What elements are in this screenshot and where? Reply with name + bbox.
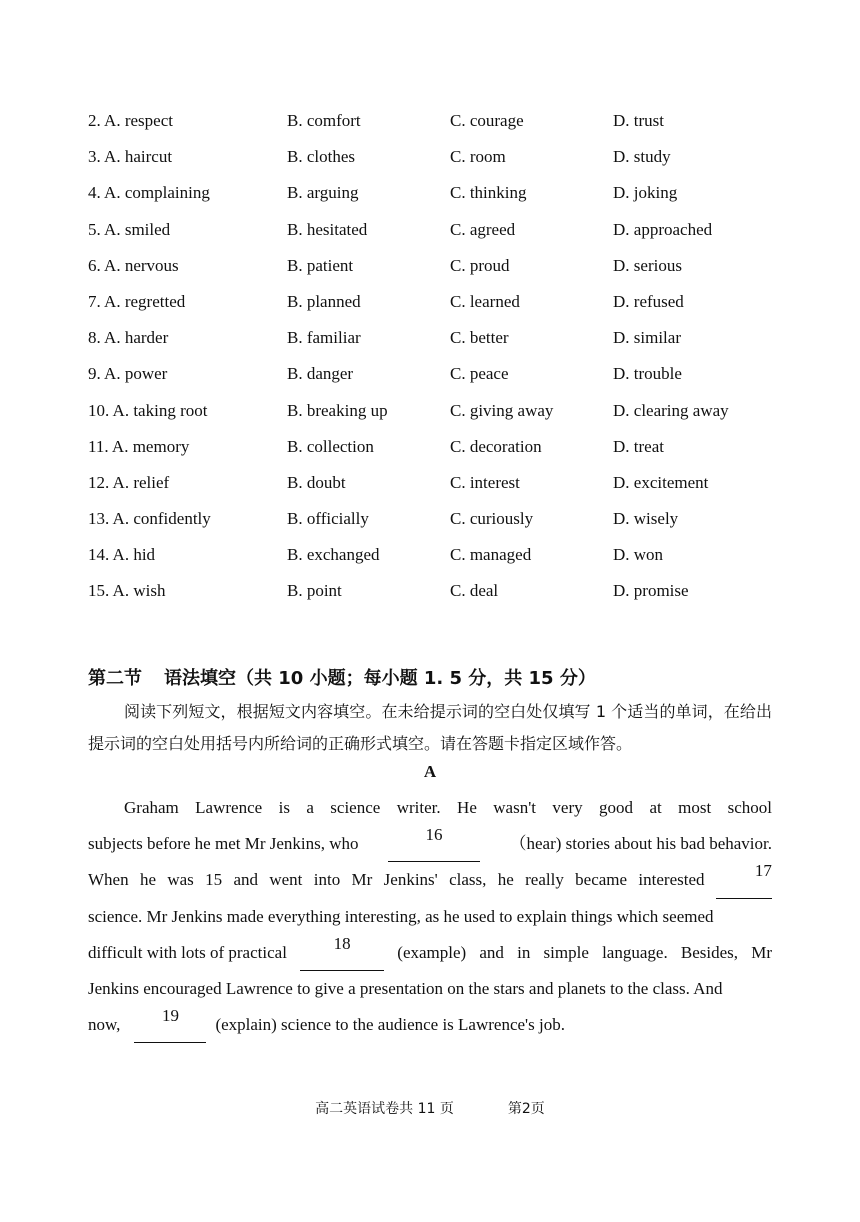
passage-word: Graham bbox=[124, 798, 179, 817]
option-c: C. deal bbox=[450, 581, 499, 601]
option-d: D. treat bbox=[613, 436, 664, 456]
option-row bbox=[88, 110, 788, 146]
option-b: B. comfort bbox=[287, 111, 361, 130]
passage-word: wasn't bbox=[493, 798, 537, 817]
options-table bbox=[88, 110, 788, 617]
option-d: D. serious bbox=[613, 255, 682, 275]
passage-line-2 bbox=[88, 826, 772, 862]
option-row bbox=[88, 327, 788, 363]
passage-word: really bbox=[525, 870, 564, 890]
option-d: D. approached bbox=[613, 219, 713, 239]
option-row bbox=[88, 400, 788, 436]
passage-word: became bbox=[575, 870, 628, 890]
option-b: B. point bbox=[287, 581, 342, 601]
option-c: C. room bbox=[450, 147, 506, 167]
passage-word: at bbox=[649, 798, 662, 817]
passage-word: simple bbox=[543, 942, 589, 962]
option-d: D. won bbox=[613, 545, 664, 565]
option-a: 3. A. haircut bbox=[88, 147, 173, 167]
option-b: B. patient bbox=[287, 255, 354, 275]
option-c: C. agreed bbox=[450, 219, 516, 239]
option-b: B. familiar bbox=[287, 328, 361, 348]
section-title-number: 第二节 bbox=[88, 668, 142, 689]
passage-label: A bbox=[423, 762, 437, 781]
passage-word: Mr bbox=[351, 870, 373, 890]
option-a: 14. A. hid bbox=[88, 545, 156, 565]
option-b: B. planned bbox=[287, 291, 361, 311]
passage-word: and bbox=[233, 870, 259, 890]
passage-word: Mr bbox=[751, 942, 772, 962]
option-a: 13. A. confidently bbox=[88, 509, 211, 529]
passage-text-segment: science. Mr Jenkins made everything interesting, as he used to explain things which seemed bbox=[88, 906, 714, 926]
option-d: D. joking bbox=[613, 183, 678, 203]
passage-word: 15 bbox=[205, 870, 223, 890]
option-row bbox=[88, 291, 788, 327]
passage-word: interested bbox=[638, 870, 705, 890]
option-a: 9. A. power bbox=[88, 364, 168, 384]
passage-word: is bbox=[278, 798, 290, 817]
option-c: C. better bbox=[450, 328, 509, 348]
passage-word: was bbox=[167, 870, 194, 890]
passage-word: science bbox=[330, 798, 381, 817]
option-c: C. peace bbox=[450, 364, 509, 384]
passage-text bbox=[88, 790, 772, 1043]
option-b: B. exchanged bbox=[287, 545, 380, 565]
section-title bbox=[88, 664, 596, 690]
passage-line-5 bbox=[88, 935, 772, 971]
option-a: 7. A. regretted bbox=[88, 291, 186, 311]
option-d: D. wisely bbox=[613, 509, 679, 529]
passage-line-4 bbox=[88, 899, 772, 935]
option-c: C. curiously bbox=[450, 509, 534, 529]
option-c: C. managed bbox=[450, 545, 532, 565]
blank-17: 17 bbox=[716, 862, 772, 898]
option-b: B. clothes bbox=[287, 147, 355, 167]
passage-word: class, bbox=[449, 870, 487, 890]
option-d: D. study bbox=[613, 147, 671, 167]
passage-word: writer. bbox=[396, 798, 441, 817]
passage-word: Jenkins' bbox=[383, 870, 438, 890]
option-d: D. excitement bbox=[613, 472, 709, 492]
option-a: 5. A. smiled bbox=[88, 219, 171, 239]
passage-word: in bbox=[517, 942, 531, 962]
passage-text-segment: difficult with lots of practical bbox=[88, 942, 287, 962]
passage-word: he bbox=[139, 870, 156, 890]
option-row bbox=[88, 182, 788, 218]
passage-text-segment: Jenkins encouraged Lawrence to give a presentation on the stars and planets to the class. And bbox=[88, 978, 723, 998]
option-b: B. collection bbox=[287, 436, 374, 456]
footer-page-number: 第2页 bbox=[507, 1101, 545, 1117]
option-c: C. thinking bbox=[450, 183, 527, 203]
option-row bbox=[88, 508, 788, 544]
section-instructions: 阅读下列短文，根据短文内容填空。在未给提示词的空白处仅填写 1 个适当的单词，在给出提示词的空白处用括号内所给词的正确形式填空。请在答题卡指定区域作答。 bbox=[88, 702, 772, 753]
blank-19: 19 bbox=[134, 1007, 206, 1043]
option-row bbox=[88, 363, 788, 399]
option-row bbox=[88, 544, 788, 580]
passage-word: and bbox=[479, 942, 504, 962]
option-a: 11. A. memory bbox=[88, 436, 190, 456]
passage-text-segment: （hear) stories about his bad behavior. bbox=[509, 834, 772, 854]
option-a: 6. A. nervous bbox=[88, 255, 179, 275]
passage-word: When bbox=[88, 870, 129, 890]
option-d: D. trust bbox=[613, 111, 664, 130]
option-a: 2. A. respect bbox=[88, 111, 173, 130]
option-d: D. refused bbox=[613, 291, 684, 311]
passage-line-7 bbox=[88, 1007, 772, 1043]
passage-line-6 bbox=[88, 971, 772, 1007]
passage-word: he bbox=[497, 870, 514, 890]
option-b: B. doubt bbox=[287, 472, 346, 492]
option-c: C. giving away bbox=[450, 400, 554, 420]
passage-word: went bbox=[269, 870, 303, 890]
option-c: C. proud bbox=[450, 255, 510, 275]
section-title-text: 语法填空（共 10 小题；每小题 1. 5 分，共 15 分） bbox=[164, 668, 596, 689]
passage-word: Besides, bbox=[680, 942, 739, 962]
option-b: B. officially bbox=[287, 509, 369, 529]
blank-16: 16 bbox=[388, 826, 480, 862]
option-c: C. learned bbox=[450, 291, 520, 311]
passage-text-segment: subjects before he met Mr Jenkins, who bbox=[88, 834, 359, 854]
option-c: C. decoration bbox=[450, 436, 542, 456]
passage-word: most bbox=[678, 798, 712, 817]
passage-word: into bbox=[313, 870, 341, 890]
passage-word: school bbox=[727, 798, 772, 817]
option-row bbox=[88, 436, 788, 472]
option-row bbox=[88, 146, 788, 182]
option-b: B. hesitated bbox=[287, 219, 368, 239]
passage-text-segment: now, bbox=[88, 1015, 121, 1035]
option-b: B. arguing bbox=[287, 183, 359, 203]
option-b: B. breaking up bbox=[287, 400, 388, 420]
blank-18: 18 bbox=[300, 935, 384, 971]
option-a: 10. A. taking root bbox=[88, 400, 208, 420]
option-a: 12. A. relief bbox=[88, 472, 170, 492]
option-b: B. danger bbox=[287, 364, 354, 384]
passage-word: good bbox=[599, 798, 634, 817]
passage-word: Lawrence bbox=[195, 798, 263, 817]
option-d: D. promise bbox=[613, 581, 689, 601]
option-a: 8. A. harder bbox=[88, 328, 169, 348]
option-a: 4. A. complaining bbox=[88, 183, 210, 203]
option-d: D. clearing away bbox=[613, 400, 729, 420]
passage-word: (example) bbox=[397, 942, 467, 962]
passage-word: language. bbox=[602, 942, 668, 962]
option-c: C. courage bbox=[450, 111, 524, 130]
page-footer bbox=[0, 1098, 860, 1118]
passage-line-3 bbox=[88, 862, 772, 898]
passage-text-segment: (explain) science to the audience is Lawrence's job. bbox=[215, 1015, 565, 1035]
passage-word: very bbox=[552, 798, 583, 817]
option-row bbox=[88, 580, 788, 616]
option-row bbox=[88, 255, 788, 291]
passage-word: He bbox=[457, 798, 477, 817]
option-d: D. similar bbox=[613, 328, 681, 348]
footer-page-count: 高二英语试卷共 11 页 bbox=[315, 1101, 454, 1117]
option-row bbox=[88, 472, 788, 508]
option-c: C. interest bbox=[450, 472, 520, 492]
passage-word: a bbox=[306, 798, 314, 817]
option-a: 15. A. wish bbox=[88, 581, 166, 601]
option-row bbox=[88, 219, 788, 255]
passage-line-1 bbox=[88, 790, 772, 826]
option-d: D. trouble bbox=[613, 364, 682, 384]
